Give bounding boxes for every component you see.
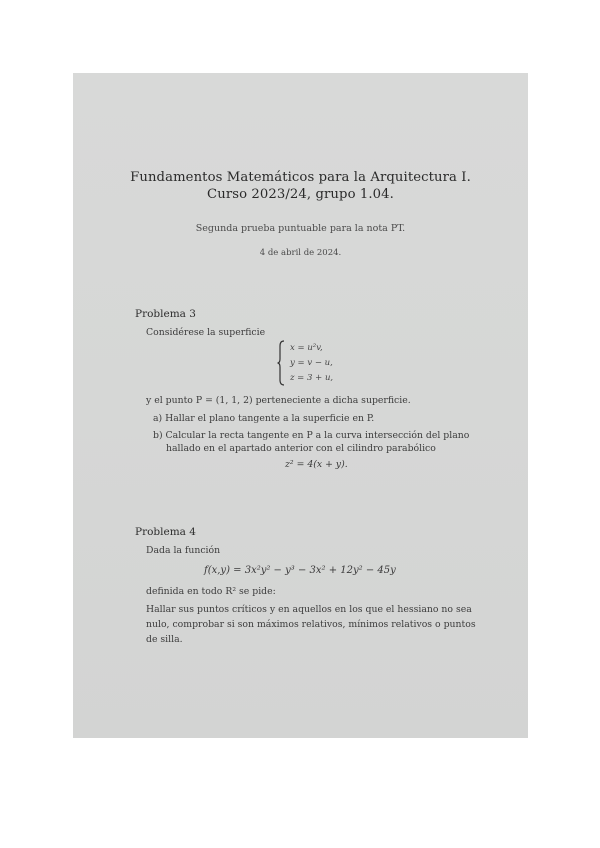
problem3-part-b-line2: hallado en el apartado anterior con el cilindro parabólico (166, 443, 436, 454)
problem4-task-line2: nulo, comprobar si son máximos relativos, mínimos relativos o puntos (146, 619, 476, 630)
problem4-intro: Dada la función (146, 545, 221, 556)
problem3-part-b-line1: b) Calcular la recta tangente en P a la curva intersección del plano (153, 430, 470, 441)
course-line: Curso 2023/24, grupo 1.04. (207, 187, 394, 202)
system-eq-y: y = v − u, (290, 358, 333, 368)
problem3-equation: z² = 4(x + y). (285, 459, 348, 470)
problem3-heading: Problema 3 (135, 308, 196, 320)
problem3-point: y el punto P = (1, 1, 2) perteneciente a dicha superficie. (146, 395, 411, 406)
system-eq-z: z = 3 + u, (290, 373, 334, 383)
problem4-task-line3: de silla. (146, 634, 183, 645)
system-eq-x: x = u²v, (290, 343, 323, 353)
problem3-part-a: a) Hallar el plano tangente a la superficie en P. (153, 413, 375, 424)
system-brace (277, 340, 285, 386)
exam-date: 4 de abril de 2024. (259, 248, 342, 258)
document-page (73, 73, 528, 738)
document-title: Fundamentos Matemáticos para la Arquitectura I. (130, 170, 471, 185)
problem4-domain: definida en todo R² se pide: (146, 586, 276, 597)
problem4-equation: f(x,y) = 3x²y² − y³ − 3x² + 12y² − 45y (204, 565, 396, 576)
problem4-heading: Problema 4 (135, 526, 196, 538)
problem4-task-line1: Hallar sus puntos críticos y en aquellos en los que el hessiano no sea (146, 604, 472, 615)
exam-subtitle: Segunda prueba puntuable para la nota PT. (195, 223, 406, 234)
problem3-intro: Considérese la superficie (146, 327, 266, 338)
